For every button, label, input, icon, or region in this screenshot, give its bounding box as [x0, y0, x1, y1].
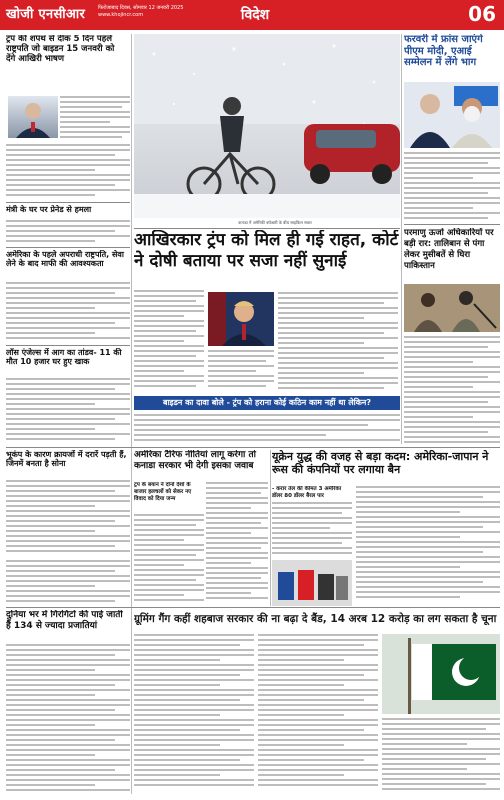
article-la-fire	[6, 348, 130, 376]
article-canada-tariff	[134, 450, 268, 480]
article-headline: मंत्री के घर पर प्रेनेड से हमला	[6, 205, 92, 214]
article-grenade	[6, 205, 130, 217]
text-block	[356, 486, 500, 606]
article-headline: लॉस एंजेल्स में आग का तांडव- 11 की मौत 10 हजार घर हुए खाक	[6, 348, 122, 367]
article-headline: दुनिया भर में गिरगिटों की पाई जाती हैं 134 से ज्यादा प्रजातियां	[6, 610, 123, 631]
text-block	[404, 152, 500, 222]
column-divider	[270, 450, 271, 606]
article-america-first	[6, 250, 130, 280]
article-ukraine-ban	[272, 450, 500, 482]
text-block	[60, 96, 130, 140]
section-divider	[6, 345, 130, 346]
photo-snow-cyclist	[134, 34, 400, 218]
photo-biden	[8, 96, 58, 138]
article-biden-bar-headline: बाइडन का दावा बोले - ट्रंप को हराना कोई कठिन काम नहीं था लेकिन?	[134, 396, 400, 410]
text-block	[6, 644, 130, 794]
masthead	[0, 0, 504, 30]
article-headline: ग्रूमिंग गैंग कहीं शहबाज सरकार की ना बढ़ा दे बैंड, 14 अरब 12 करोड़ का लग सकता है चूना	[134, 613, 497, 625]
newspaper-brand: खोजी एनसीआर	[6, 7, 86, 22]
article-subhead: - करार तेल की कीमत 3 अमेरिका डॉलर 80 डॉलर बैरल पार	[272, 486, 342, 499]
section-divider	[6, 607, 500, 608]
article-modi-france	[404, 34, 500, 80]
article-headline: आखिरकार ट्रंप को मिल ही गई राहत, कोर्ट ने दोषी बताया पर सजा नहीं सुनाई	[134, 230, 399, 271]
photo-oil-barrels	[272, 560, 352, 606]
text-block	[6, 220, 130, 246]
article-chameleons	[6, 610, 130, 640]
article-headline: अमेरिका टैरिफ नीतियां लागू करेगा तो कनाडा सरकार भी देगी इसका जवाब	[134, 450, 256, 471]
section-divider	[6, 447, 500, 448]
text-block	[206, 482, 268, 606]
text-block	[382, 718, 500, 794]
article-ukraine-subhead	[272, 486, 352, 500]
article-trump-relief	[134, 230, 400, 286]
page-number: 06	[468, 2, 496, 26]
article-trump-oath	[6, 35, 126, 95]
text-block	[134, 290, 204, 390]
column-divider	[131, 34, 132, 794]
section-divider	[6, 202, 130, 203]
photo-pakistan-flag	[382, 634, 500, 714]
article-headline: फरवरी में फ्रांस जाएंगे पीएम मोदी, एआई सम्मेलन में लेंगे भाग	[404, 34, 483, 68]
article-pakistan-debt	[134, 610, 500, 630]
text-block	[6, 282, 130, 342]
section-title: विदेश	[240, 7, 270, 23]
date-line: फिरोजाबाद दिवस, सोमवार 12 जनवरी 2025 www.khojincr.com	[98, 5, 184, 18]
text-block	[6, 480, 130, 556]
article-earthquake	[6, 450, 130, 478]
article-headline: अमेरिका के पहले अपराधी राष्ट्रपति, सेवा लेने के बाद माफी की आवश्यकता	[6, 250, 124, 269]
photo-trump	[208, 292, 274, 346]
section-divider	[404, 224, 500, 225]
text-block	[278, 292, 398, 392]
article-canada-subhead	[134, 482, 204, 512]
photo-caption: कनाडा में अमेरिकी बर्फबारी के बीच साइकिल सवार	[238, 220, 312, 225]
column-divider	[401, 34, 402, 444]
text-block	[134, 414, 400, 446]
text-block	[6, 378, 130, 444]
photo-modi-macron	[404, 82, 500, 148]
text-block	[208, 350, 274, 392]
text-block	[404, 336, 500, 446]
text-block	[6, 560, 130, 604]
article-afghan-officers	[404, 228, 500, 280]
article-headline: भूकंप के कारण क्रायजों में दरारें पड़ती हैं, जिनमें बनता है सोना	[6, 450, 127, 469]
section-divider	[6, 247, 130, 248]
article-headline: परमाणु ऊर्जा अधिकारियों पर बड़ी रार: तालिबान से पंगा लेकर मुसीबतें से घिरा पाकिस्तान	[404, 228, 494, 271]
photo-taliban-fighters	[404, 284, 500, 332]
text-block	[134, 514, 204, 606]
text-block	[272, 502, 352, 558]
article-headline: ट्रंप की शपथ से दीक 5 दिन पहले राष्ट्रपति जो बाइडन 15 जनवरी को देंगे आखिरी भाषण	[6, 35, 115, 64]
article-headline: यूक्रेन युद्ध की वजह से बड़ा कदम: अमेरिका-जापान ने रूस की कंपनियों पर लगाया बैन	[272, 450, 489, 476]
section-divider	[134, 228, 400, 229]
article-subhead: ट्रंप के बयान ने दोनों देशों के बाजार हलचलों को सेकर नए विवाद को दिया जन्म	[134, 482, 192, 502]
text-block	[6, 144, 130, 200]
text-block	[258, 634, 378, 794]
text-block	[134, 634, 254, 794]
